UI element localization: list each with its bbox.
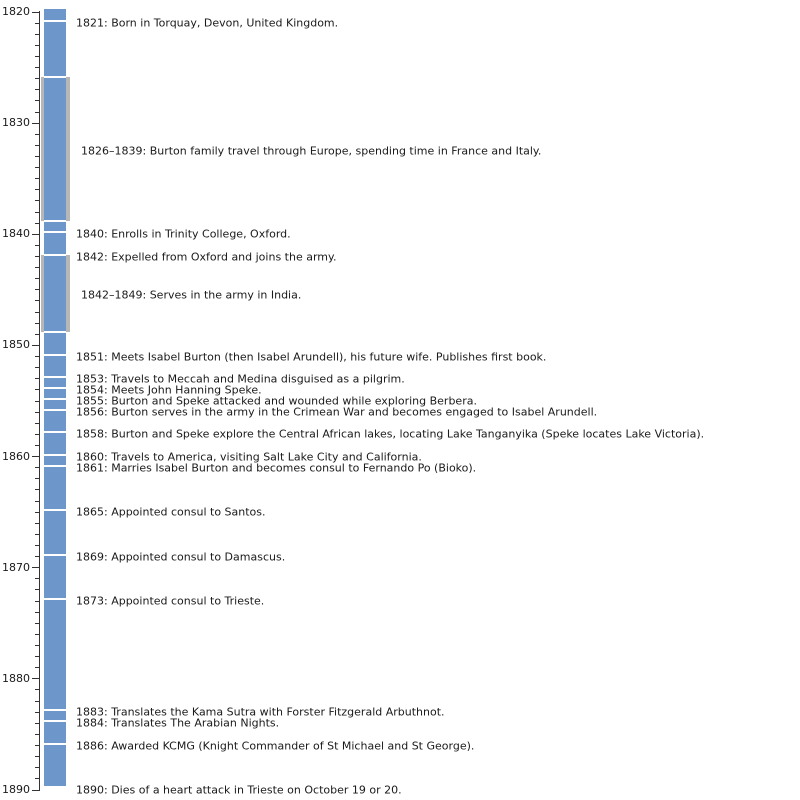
axis-minor-tick [35, 578, 39, 579]
axis-minor-tick [35, 767, 39, 768]
event-separator [44, 76, 66, 78]
event-label: 1851: Meets Isabel Burton (then Isabel Arundell), his future wife. Publishes first book. [76, 350, 547, 364]
axis-minor-tick [35, 601, 39, 602]
event-separator [44, 231, 66, 233]
axis-tick-label: 1830 [2, 116, 30, 130]
axis-minor-tick [35, 245, 39, 246]
event-label: 1856: Burton serves in the army in the Crimean War and becomes engaged to Isabel Arundell. [76, 405, 598, 419]
axis-minor-tick [35, 512, 39, 513]
event-separator [44, 354, 66, 356]
axis-minor-tick [35, 112, 39, 113]
event-separator [44, 598, 66, 600]
event-label: 1821: Born in Torquay, Devon, United Kingdom. [76, 16, 339, 30]
axis-major-tick [32, 567, 39, 568]
axis-tick-label: 1870 [2, 560, 30, 574]
event-separator [44, 509, 66, 511]
axis-major-tick [32, 456, 39, 457]
axis-tick-label: 1880 [2, 671, 30, 685]
axis-minor-tick [35, 734, 39, 735]
axis-minor-tick [35, 45, 39, 46]
axis-minor-tick [35, 178, 39, 179]
axis-tick-label: 1840 [2, 227, 30, 241]
axis-minor-tick [35, 501, 39, 502]
axis-minor-tick [35, 189, 39, 190]
event-separator [44, 431, 66, 433]
axis-minor-tick [35, 778, 39, 779]
event-label: 1865: Appointed consul to Santos. [76, 505, 266, 519]
axis-major-tick [32, 678, 39, 679]
event-label: 1884: Translates The Arabian Nights. [76, 716, 280, 730]
event-label: 1854: Meets John Hanning Speke. [76, 383, 262, 397]
axis-minor-tick [35, 300, 39, 301]
axis-minor-tick [35, 323, 39, 324]
axis-minor-tick [35, 712, 39, 713]
axis-minor-tick [35, 378, 39, 379]
event-label: 1883: Translates the Kama Sutra with Forster Fitzgerald Arbuthnot. [76, 705, 445, 719]
event-separator [44, 709, 66, 711]
axis-minor-tick [35, 634, 39, 635]
axis-minor-tick [35, 145, 39, 146]
axis-tick-label: 1860 [2, 449, 30, 463]
axis-minor-tick [35, 656, 39, 657]
event-label: 1853: Travels to Meccah and Medina disguised as a pilgrim. [76, 372, 405, 386]
event-separator [44, 220, 66, 222]
axis-minor-tick [35, 212, 39, 213]
axis-tick-label: 1820 [2, 5, 30, 18]
axis-minor-tick [35, 423, 39, 424]
axis-minor-tick [35, 267, 39, 268]
event-separator [44, 20, 66, 22]
axis-major-tick [32, 790, 39, 791]
axis-minor-tick [35, 667, 39, 668]
axis-minor-tick [35, 200, 39, 201]
event-label: 1855: Burton and Speke attacked and wounded while exploring Berbera. [76, 394, 477, 408]
axis-minor-tick [35, 289, 39, 290]
axis-minor-tick [35, 645, 39, 646]
axis-minor-tick [35, 545, 39, 546]
axis-minor-tick [35, 356, 39, 357]
axis-minor-tick [35, 534, 39, 535]
axis-minor-tick [35, 723, 39, 724]
event-label: 1890: Dies of a heart attack in Trieste on October 19 or 20. [76, 783, 402, 797]
axis-minor-tick [35, 623, 39, 624]
event-separator [44, 331, 66, 333]
event-label: 1869: Appointed consul to Damascus. [76, 550, 286, 564]
event-label: 1873: Appointed consul to Trieste. [76, 594, 265, 608]
axis-minor-tick [35, 278, 39, 279]
axis-minor-tick [35, 745, 39, 746]
event-label: 1840: Enrolls in Trinity College, Oxford. [76, 227, 291, 241]
axis-minor-tick [35, 589, 39, 590]
axis-minor-tick [35, 23, 39, 24]
event-label: 1842: Expelled from Oxford and joins the army. [76, 250, 337, 263]
axis-minor-tick [35, 434, 39, 435]
axis-minor-tick [35, 689, 39, 690]
event-label: 1858: Burton and Speke explore the Central African lakes, locating Lake Tanganyika (Speke locates Lake Victoria). [76, 427, 705, 441]
axis-minor-tick [35, 401, 39, 402]
axis-minor-tick [35, 156, 39, 157]
axis-minor-tick [35, 556, 39, 557]
event-range-label: 1842–1849: Serves in the army in India. [81, 288, 302, 302]
axis-minor-tick [35, 100, 39, 101]
axis-minor-tick [35, 89, 39, 90]
axis-spine [39, 11, 40, 791]
event-separator [44, 387, 66, 389]
event-separator [44, 376, 66, 378]
axis-minor-tick [35, 367, 39, 368]
event-label: 1886: Awarded KCMG (Knight Commander of St Michael and St George). [76, 739, 475, 753]
event-separator [44, 743, 66, 745]
axis-major-tick [32, 123, 39, 124]
axis-minor-tick [35, 312, 39, 313]
event-label: 1860: Travels to America, visiting Salt Lake City and California. [76, 450, 422, 464]
axis-tick-label: 1850 [2, 338, 30, 352]
event-separator [44, 465, 66, 467]
axis-minor-tick [35, 756, 39, 757]
event-separator [44, 454, 66, 456]
axis-tick-label: 1890 [2, 783, 30, 796]
axis-major-tick [32, 234, 39, 235]
axis-minor-tick [35, 467, 39, 468]
event-separator [44, 554, 66, 556]
axis-minor-tick [35, 478, 39, 479]
axis-minor-tick [35, 256, 39, 257]
event-separator [44, 398, 66, 400]
event-separator [44, 409, 66, 411]
axis-minor-tick [35, 67, 39, 68]
axis-minor-tick [35, 134, 39, 135]
axis-minor-tick [35, 445, 39, 446]
axis-major-tick [32, 345, 39, 346]
axis-minor-tick [35, 334, 39, 335]
axis-minor-tick [35, 34, 39, 35]
axis-minor-tick [35, 412, 39, 413]
event-separator [44, 254, 66, 256]
axis-minor-tick [35, 523, 39, 524]
axis-major-tick [32, 12, 39, 13]
axis-minor-tick [35, 612, 39, 613]
axis-minor-tick [35, 701, 39, 702]
axis-minor-tick [35, 78, 39, 79]
axis-minor-tick [35, 489, 39, 490]
event-label: 1861: Marries Isabel Burton and becomes consul to Fernando Po (Bioko). [76, 461, 477, 475]
axis-minor-tick [35, 223, 39, 224]
event-separator [44, 720, 66, 722]
axis-minor-tick [35, 56, 39, 57]
axis-minor-tick [35, 389, 39, 390]
event-range-label: 1826–1839: Burton family travel through Europe, spending time in France and Italy. [81, 144, 542, 158]
axis-minor-tick [35, 167, 39, 168]
